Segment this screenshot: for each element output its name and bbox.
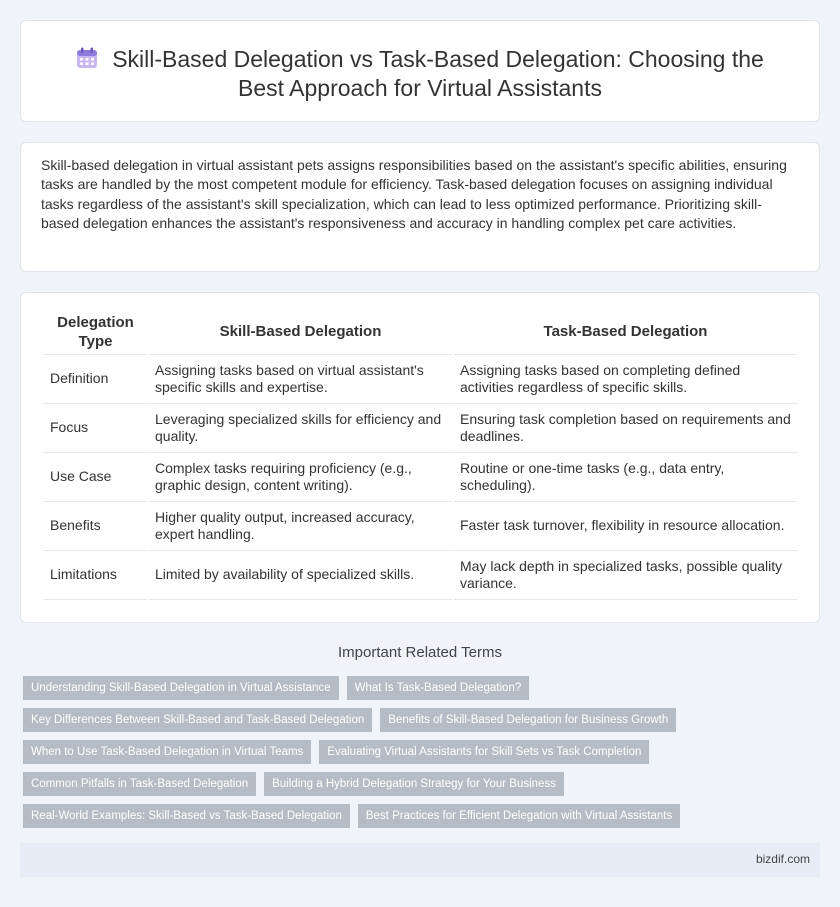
- related-term-link[interactable]: When to Use Task-Based Delegation in Virtual Teams: [23, 740, 311, 764]
- row-label: Benefits: [44, 502, 147, 551]
- related-term-link[interactable]: What Is Task-Based Delegation?: [347, 676, 530, 700]
- related-term-link[interactable]: Common Pitfalls in Task-Based Delegation: [23, 772, 256, 796]
- table-row: [44, 355, 797, 404]
- task-cell: Faster task turnover, flexibility in resource allocation.: [454, 502, 797, 551]
- skill-cell: Higher quality output, increased accuracy, expert handling.: [149, 502, 452, 551]
- task-cell: May lack depth in specialized tasks, possible quality variance.: [454, 551, 797, 600]
- intro-card: [20, 142, 820, 272]
- title-line-1: Skill-Based Delegation vs Task-Based Delegation: Choosing the: [112, 46, 764, 72]
- row-label: Focus: [44, 404, 147, 453]
- skill-cell: Limited by availability of specialized skills.: [149, 551, 452, 600]
- related-term-link[interactable]: Evaluating Virtual Assistants for Skill Sets vs Task Completion: [319, 740, 649, 764]
- related-term-link[interactable]: Key Differences Between Skill-Based and Task-Based Delegation: [23, 708, 372, 732]
- comparison-table: [42, 309, 799, 600]
- header-card: [20, 20, 820, 122]
- table-header-row: [44, 309, 797, 355]
- table-row: [44, 551, 797, 600]
- task-cell: Ensuring task completion based on requirements and deadlines.: [454, 404, 797, 453]
- skill-cell: Complex tasks requiring proficiency (e.g., graphic design, content writing).: [149, 453, 452, 502]
- related-terms-title: Important Related Terms: [338, 644, 502, 661]
- header-task-based: Task-Based Delegation: [454, 309, 797, 355]
- row-label: Definition: [44, 355, 147, 404]
- skill-cell: Leveraging specialized skills for efficiency and quality.: [149, 404, 452, 453]
- site-name[interactable]: bizdif.com: [755, 852, 810, 866]
- row-label: Use Case: [44, 453, 147, 502]
- related-terms-list: [23, 676, 823, 836]
- calendar-icon: [76, 47, 98, 69]
- related-term-link[interactable]: Best Practices for Efficient Delegation with Virtual Assistants: [358, 804, 680, 828]
- row-label: Limitations: [44, 551, 147, 600]
- related-term-link[interactable]: Real-World Examples: Skill-Based vs Task-Based Delegation: [23, 804, 350, 828]
- title-line-2: Best Approach for Virtual Assistants: [238, 75, 602, 101]
- page-title: [21, 45, 819, 103]
- header-delegation-type: Delegation Type: [44, 309, 147, 355]
- table-row: [44, 404, 797, 453]
- table-row: [44, 453, 797, 502]
- related-term-link[interactable]: Building a Hybrid Delegation Strategy for Your Business: [264, 772, 564, 796]
- skill-cell: Assigning tasks based on virtual assistant's specific skills and expertise.: [149, 355, 452, 404]
- related-term-link[interactable]: Benefits of Skill-Based Delegation for Business Growth: [380, 708, 676, 732]
- footer: [20, 843, 820, 877]
- comparison-card: [20, 292, 820, 623]
- table-row: [44, 502, 797, 551]
- header-skill-based: Skill-Based Delegation: [149, 309, 452, 355]
- related-term-link[interactable]: Understanding Skill-Based Delegation in Virtual Assistance: [23, 676, 339, 700]
- intro-text: Skill-based delegation in virtual assistant pets assigns responsibilities based on the assistant's specific abilities, ensuring tasks are handled by the most competent module for efficiency. Task-based delegation focuses on assigning individual tasks regardless of the assistant's skill specialization, which can lead to less optimized performance. Prioritizing skill-based delegation enhances the assistant's responsiveness and accuracy in handling complex pet care activities.: [41, 157, 787, 232]
- task-cell: Assigning tasks based on completing defined activities regardless of specific skills.: [454, 355, 797, 404]
- task-cell: Routine or one-time tasks (e.g., data entry, scheduling).: [454, 453, 797, 502]
